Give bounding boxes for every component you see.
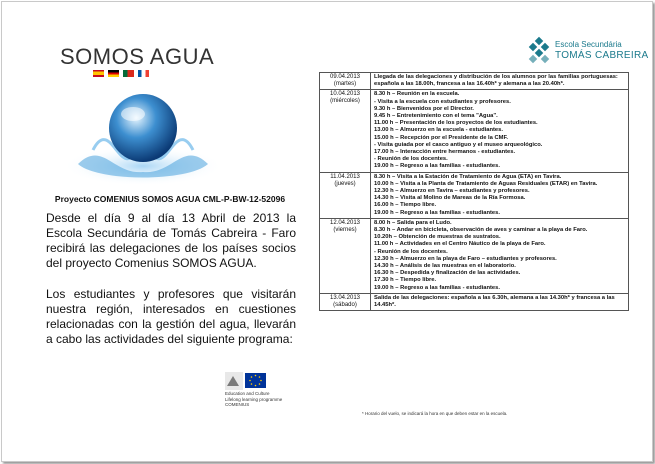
schedule-activity: 12.30 h – Almuerzo en Tavira – estudiantes y profesores. xyxy=(374,188,530,195)
schedule-activity: 14.45h*. xyxy=(374,302,396,309)
schedule-date-cell xyxy=(320,73,371,90)
schedule-row xyxy=(320,293,629,310)
schedule-row xyxy=(320,218,629,293)
flag-row xyxy=(93,70,149,77)
schedule-weekday: (viernes) xyxy=(333,226,357,233)
schedule-activity: 17.30 h – Tiempo libre. xyxy=(374,277,437,284)
schedule-activity: 12.30 h – Almuerzo en la playa de Faro – estudiantes y profesores. xyxy=(374,255,557,262)
schedule-date: 10.04.2013 xyxy=(329,91,361,98)
schedule-activities-cell xyxy=(371,90,629,172)
schedule-activity: 14.30 h – Análisis de las muestras en el laboratorio. xyxy=(374,263,516,270)
eu-caption-line: Lifelong learning programme xyxy=(225,396,283,402)
page-title: SOMOS AGUA xyxy=(60,44,215,69)
schedule-activity: 17.00 h – Interacción entre hermanos - estudiantes. xyxy=(374,149,516,156)
schedule-row xyxy=(320,90,629,172)
schedule-weekday: (sábado) xyxy=(333,301,357,308)
schedule-activities-cell xyxy=(371,172,629,218)
schedule-date-cell xyxy=(320,218,371,293)
program-paragraph: Los estudiantes y profesores que visitarán nuestra región, interesados en cuestiones relacionadas con la gestión del agua, llevarán a cabo las actividades del siguiente programa: xyxy=(46,287,296,346)
schedule-activities-cell xyxy=(371,218,629,293)
schedule-activity: 8.30 h – Andar en bicicleta, observación de aves y caminar a la playa de Faro. xyxy=(374,227,588,234)
spain-flag-icon xyxy=(93,70,104,77)
schedule-weekday: (jueves) xyxy=(334,180,356,187)
schedule-activity: 16.00 h – Tiempo libre. xyxy=(374,202,437,209)
schedule-activity: 19.00 h – Regreso a las familias - estudiantes. xyxy=(374,163,500,170)
water-globe-image xyxy=(58,80,228,188)
intro-paragraph: Desde el día 9 al día 13 Abril de 2013 la Escola Secundária de Tomás Cabreira - Faro recibirá las delegaciones de los países socios del proyecto Comenius SOMOS AGUA. xyxy=(46,211,296,270)
schedule-activities-cell xyxy=(371,73,629,90)
schedule-activity: 11.00 h – Presentación de los proyectos de los estudiantes. xyxy=(374,120,538,127)
schedule-date: 13.04.2013 xyxy=(329,294,361,301)
france-flag-icon xyxy=(138,70,149,77)
schedule-date-cell xyxy=(320,90,371,172)
schedule-activity: 11.00 h – Actividades en el Centro Náutico de la playa de Faro. xyxy=(374,241,546,248)
project-code-line: Proyecto COMENIUS SOMOS AGUA CML-P-BW-12-52096 xyxy=(54,194,286,204)
schedule-activity: española a las 18.00h, francesa a las 16.40h* y alemana a las 20.40h*. xyxy=(374,81,565,88)
schedule-date-cell xyxy=(320,172,371,218)
schedule-activity: Salida de las delegaciones: española a las 6.30h, alemana a las 14.30h* y francesa a las xyxy=(374,294,615,301)
schedule-activity: 16.30 h – Despedida y finalización de las actividades. xyxy=(374,270,521,277)
germany-flag-icon xyxy=(108,70,119,77)
schedule-activity: - Reunión de los docentes. xyxy=(374,156,448,163)
schedule-activity: 14.30 h – Visita al Molino de Mareas de la Ría Formosa. xyxy=(374,195,526,202)
schedule-activity: 10.20h – Obtención de muestras de sustratos. xyxy=(374,234,501,241)
schedule-date: 09.04.2013 xyxy=(329,74,361,80)
schedule-activity: 19.00 h – Regreso a las familias - estudiantes. xyxy=(374,284,500,291)
eu-programme-caption xyxy=(225,391,282,408)
schedule-activity: Llegada de las delegaciones y distribución de los alumnos por las familias portuguesas: xyxy=(374,74,618,80)
schedule-date: 12.04.2013 xyxy=(329,219,361,226)
schedule-activity: 8.00 h – Salida para el Ludo. xyxy=(374,219,452,226)
schedule-activities-cell xyxy=(371,293,629,310)
schedule-activity: 15.00 h – Recepción por el Presidente de la CMF. xyxy=(374,134,509,141)
eu-caption-line: COMENIUS xyxy=(225,402,250,407)
schedule-activity: - Reunión de los docentes. xyxy=(374,248,448,255)
schedule-activity: 9.45 h – Entretenimiento con el tema "Agua". xyxy=(374,113,498,120)
schedule-date: 11.04.2013 xyxy=(330,173,360,180)
schedule-activity: - Visita guiada por el casco antiguo y el museo arqueológico. xyxy=(374,141,543,148)
schedule-weekday: (miércoles) xyxy=(330,98,360,105)
logo-school-name: TOMÁS CABREIRA xyxy=(555,50,649,61)
schedule-weekday: (martes) xyxy=(333,81,357,87)
schedule-activity: 19.00 h – Regreso a las familias - estudiantes. xyxy=(374,209,500,216)
schedule-date-cell xyxy=(320,293,371,310)
schedule-activity: - Visita a la escuela con estudiantes y profesores. xyxy=(374,98,511,105)
portugal-flag-icon xyxy=(123,70,134,77)
schedule-activity: 9.30 h – Bienvenidos por el Director. xyxy=(374,105,474,112)
schedule-activity: 10.00 h – Visita a la Planta de Tratamiento de Aguas Residuales (ETAR) en Tavira. xyxy=(374,180,598,187)
schedule-row xyxy=(320,73,629,90)
footnote: * Horario del vuelo, se indicará la hora en que deben estar en la escuela. xyxy=(362,411,508,416)
schedule-activity: 8.30 h – Visita a la Estación de Tratamiento de Agua (ETA) en Tavira. xyxy=(374,173,562,180)
schedule-row xyxy=(320,172,629,218)
eu-caption-line: Education and Culture xyxy=(225,391,270,396)
logo-school-label: Escola Secundária xyxy=(555,40,622,49)
schedule-activity: 13.00 h – Almuerzo en la escuela - estudiantes. xyxy=(374,127,503,134)
schedule-activity: 8.30 h – Reunión en la escuela. xyxy=(374,91,460,98)
eu-flag-logo xyxy=(225,372,267,390)
schedule-table xyxy=(319,72,629,311)
